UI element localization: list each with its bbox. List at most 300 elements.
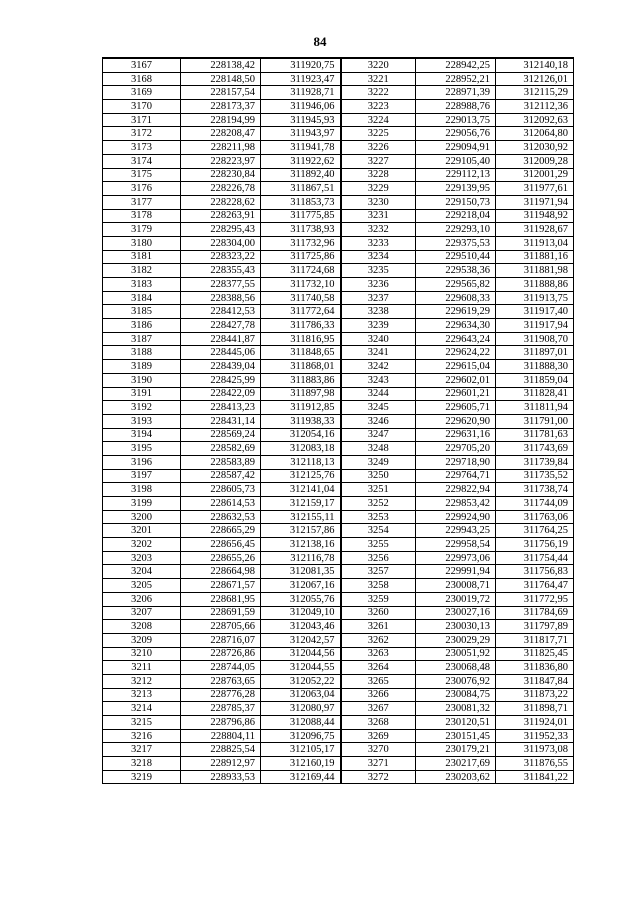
y-coordinate-cell: 312157,86 — [261, 524, 341, 538]
x-coordinate-cell: 228223,97 — [181, 154, 261, 168]
point-number-cell: 3260 — [341, 606, 416, 620]
y-coordinate-cell: 311784,69 — [496, 606, 574, 620]
point-number-cell: 3225 — [341, 127, 416, 141]
y-coordinate-cell: 311881,16 — [496, 250, 574, 264]
point-number-cell: 3268 — [341, 716, 416, 730]
point-number-cell: 3201 — [103, 524, 181, 538]
y-coordinate-cell: 311888,86 — [496, 278, 574, 292]
y-coordinate-cell: 311881,98 — [496, 264, 574, 278]
x-coordinate-cell: 228656,45 — [181, 538, 261, 552]
x-coordinate-cell: 229218,04 — [416, 209, 496, 223]
table-row — [103, 647, 574, 661]
y-coordinate-cell: 311873,22 — [496, 688, 574, 702]
y-coordinate-cell: 311928,71 — [261, 86, 341, 100]
y-coordinate-cell: 311828,41 — [496, 387, 574, 401]
point-number-cell: 3176 — [103, 182, 181, 196]
y-coordinate-cell: 312080,97 — [261, 702, 341, 716]
x-coordinate-cell: 229973,06 — [416, 551, 496, 565]
x-coordinate-cell: 228716,07 — [181, 633, 261, 647]
y-coordinate-cell: 312125,76 — [261, 469, 341, 483]
y-coordinate-cell: 311739,84 — [496, 455, 574, 469]
y-coordinate-cell: 312088,44 — [261, 716, 341, 730]
x-coordinate-cell: 228208,47 — [181, 127, 261, 141]
x-coordinate-cell: 230203,62 — [416, 770, 496, 784]
table-row — [103, 387, 574, 401]
point-number-cell: 3197 — [103, 469, 181, 483]
x-coordinate-cell: 230081,32 — [416, 702, 496, 716]
y-coordinate-cell: 311876,55 — [496, 757, 574, 771]
point-number-cell: 3245 — [341, 401, 416, 415]
x-coordinate-cell: 230027,16 — [416, 606, 496, 620]
y-coordinate-cell: 311797,89 — [496, 620, 574, 634]
x-coordinate-cell: 230084,75 — [416, 688, 496, 702]
y-coordinate-cell: 311772,95 — [496, 592, 574, 606]
table-row — [103, 620, 574, 634]
x-coordinate-cell: 228445,06 — [181, 346, 261, 360]
x-coordinate-cell: 228671,57 — [181, 579, 261, 593]
point-number-cell: 3214 — [103, 702, 181, 716]
point-number-cell: 3264 — [341, 661, 416, 675]
table-row — [103, 401, 574, 415]
point-number-cell: 3263 — [341, 647, 416, 661]
table-row — [103, 688, 574, 702]
point-number-cell: 3179 — [103, 223, 181, 237]
y-coordinate-cell: 311859,04 — [496, 373, 574, 387]
x-coordinate-cell: 228933,53 — [181, 770, 261, 784]
y-coordinate-cell: 311725,86 — [261, 250, 341, 264]
y-coordinate-cell: 311952,33 — [496, 729, 574, 743]
point-number-cell: 3213 — [103, 688, 181, 702]
y-coordinate-cell: 311744,09 — [496, 497, 574, 511]
y-coordinate-cell: 312155,11 — [261, 510, 341, 524]
y-coordinate-cell: 312141,04 — [261, 483, 341, 497]
y-coordinate-cell: 311897,98 — [261, 387, 341, 401]
x-coordinate-cell: 229375,53 — [416, 236, 496, 250]
x-coordinate-cell: 228439,04 — [181, 360, 261, 374]
y-coordinate-cell: 311892,40 — [261, 168, 341, 182]
y-coordinate-cell: 311848,65 — [261, 346, 341, 360]
point-number-cell: 3232 — [341, 223, 416, 237]
y-coordinate-cell: 311786,33 — [261, 319, 341, 333]
point-number-cell: 3180 — [103, 236, 181, 250]
x-coordinate-cell: 228804,11 — [181, 729, 261, 743]
y-coordinate-cell: 312052,22 — [261, 674, 341, 688]
x-coordinate-cell: 228263,91 — [181, 209, 261, 223]
point-number-cell: 3190 — [103, 373, 181, 387]
y-coordinate-cell: 311772,64 — [261, 305, 341, 319]
table-row — [103, 332, 574, 346]
x-coordinate-cell: 228228,62 — [181, 195, 261, 209]
y-coordinate-cell: 312138,16 — [261, 538, 341, 552]
point-number-cell: 3173 — [103, 141, 181, 155]
x-coordinate-cell: 229605,71 — [416, 401, 496, 415]
point-number-cell: 3202 — [103, 538, 181, 552]
y-coordinate-cell: 311971,94 — [496, 195, 574, 209]
coordinates-table — [102, 57, 574, 784]
x-coordinate-cell: 229643,24 — [416, 332, 496, 346]
x-coordinate-cell: 230029,29 — [416, 633, 496, 647]
x-coordinate-cell: 228226,78 — [181, 182, 261, 196]
table-row — [103, 141, 574, 155]
x-coordinate-cell: 229293,10 — [416, 223, 496, 237]
point-number-cell: 3192 — [103, 401, 181, 415]
point-number-cell: 3205 — [103, 579, 181, 593]
y-coordinate-cell: 312042,57 — [261, 633, 341, 647]
x-coordinate-cell: 228825,54 — [181, 743, 261, 757]
table-row — [103, 113, 574, 127]
point-number-cell: 3253 — [341, 510, 416, 524]
point-number-cell: 3251 — [341, 483, 416, 497]
point-number-cell: 3198 — [103, 483, 181, 497]
table-row — [103, 182, 574, 196]
y-coordinate-cell: 312116,78 — [261, 551, 341, 565]
point-number-cell: 3183 — [103, 278, 181, 292]
y-coordinate-cell: 311764,25 — [496, 524, 574, 538]
y-coordinate-cell: 311756,19 — [496, 538, 574, 552]
x-coordinate-cell: 229853,42 — [416, 497, 496, 511]
x-coordinate-cell: 229764,71 — [416, 469, 496, 483]
table-row — [103, 264, 574, 278]
point-number-cell: 3178 — [103, 209, 181, 223]
point-number-cell: 3219 — [103, 770, 181, 784]
y-coordinate-cell: 311740,58 — [261, 291, 341, 305]
point-number-cell: 3244 — [341, 387, 416, 401]
point-number-cell: 3167 — [103, 58, 181, 72]
y-coordinate-cell: 311754,44 — [496, 551, 574, 565]
x-coordinate-cell: 229943,25 — [416, 524, 496, 538]
point-number-cell: 3188 — [103, 346, 181, 360]
y-coordinate-cell: 311928,67 — [496, 223, 574, 237]
x-coordinate-cell: 228912,97 — [181, 757, 261, 771]
x-coordinate-cell: 228632,53 — [181, 510, 261, 524]
point-number-cell: 3207 — [103, 606, 181, 620]
table-row — [103, 483, 574, 497]
x-coordinate-cell: 228569,24 — [181, 428, 261, 442]
x-coordinate-cell: 228726,86 — [181, 647, 261, 661]
x-coordinate-cell: 228605,73 — [181, 483, 261, 497]
table-row — [103, 455, 574, 469]
y-coordinate-cell: 311883,86 — [261, 373, 341, 387]
point-number-cell: 3203 — [103, 551, 181, 565]
table-row — [103, 633, 574, 647]
point-number-cell: 3259 — [341, 592, 416, 606]
y-coordinate-cell: 311868,01 — [261, 360, 341, 374]
table-row — [103, 360, 574, 374]
table-row — [103, 606, 574, 620]
x-coordinate-cell: 230076,92 — [416, 674, 496, 688]
x-coordinate-cell: 228441,87 — [181, 332, 261, 346]
x-coordinate-cell: 229624,22 — [416, 346, 496, 360]
y-coordinate-cell: 311973,08 — [496, 743, 574, 757]
table-row — [103, 305, 574, 319]
x-coordinate-cell: 229615,04 — [416, 360, 496, 374]
table-row — [103, 72, 574, 86]
x-coordinate-cell: 228425,99 — [181, 373, 261, 387]
x-coordinate-cell: 228971,39 — [416, 86, 496, 100]
table-row — [103, 757, 574, 771]
point-number-cell: 3240 — [341, 332, 416, 346]
point-number-cell: 3265 — [341, 674, 416, 688]
y-coordinate-cell: 311764,47 — [496, 579, 574, 593]
x-coordinate-cell: 229608,33 — [416, 291, 496, 305]
table-row — [103, 86, 574, 100]
table-row — [103, 428, 574, 442]
y-coordinate-cell: 311763,06 — [496, 510, 574, 524]
x-coordinate-cell: 228705,66 — [181, 620, 261, 634]
y-coordinate-cell: 311897,01 — [496, 346, 574, 360]
y-coordinate-cell: 312115,29 — [496, 86, 574, 100]
x-coordinate-cell: 228942,25 — [416, 58, 496, 72]
x-coordinate-cell: 228194,99 — [181, 113, 261, 127]
point-number-cell: 3262 — [341, 633, 416, 647]
y-coordinate-cell: 312126,01 — [496, 72, 574, 86]
x-coordinate-cell: 228796,86 — [181, 716, 261, 730]
point-number-cell: 3199 — [103, 497, 181, 511]
point-number-cell: 3223 — [341, 100, 416, 114]
point-number-cell: 3186 — [103, 319, 181, 333]
x-coordinate-cell: 228422,09 — [181, 387, 261, 401]
table-row — [103, 497, 574, 511]
table-row — [103, 469, 574, 483]
table-row — [103, 702, 574, 716]
table-row — [103, 414, 574, 428]
point-number-cell: 3221 — [341, 72, 416, 86]
point-number-cell: 3222 — [341, 86, 416, 100]
x-coordinate-cell: 228413,23 — [181, 401, 261, 415]
point-number-cell: 3220 — [341, 58, 416, 72]
y-coordinate-cell: 311825,45 — [496, 647, 574, 661]
x-coordinate-cell: 228377,55 — [181, 278, 261, 292]
y-coordinate-cell: 311923,47 — [261, 72, 341, 86]
y-coordinate-cell: 312043,46 — [261, 620, 341, 634]
table-row — [103, 551, 574, 565]
point-number-cell: 3169 — [103, 86, 181, 100]
y-coordinate-cell: 312063,04 — [261, 688, 341, 702]
x-coordinate-cell: 228681,95 — [181, 592, 261, 606]
point-number-cell: 3269 — [341, 729, 416, 743]
y-coordinate-cell: 311908,70 — [496, 332, 574, 346]
point-number-cell: 3239 — [341, 319, 416, 333]
point-number-cell: 3218 — [103, 757, 181, 771]
point-number-cell: 3249 — [341, 455, 416, 469]
y-coordinate-cell: 312160,19 — [261, 757, 341, 771]
y-coordinate-cell: 311917,94 — [496, 319, 574, 333]
y-coordinate-cell: 312049,10 — [261, 606, 341, 620]
y-coordinate-cell: 311938,33 — [261, 414, 341, 428]
x-coordinate-cell: 230120,51 — [416, 716, 496, 730]
point-number-cell: 3182 — [103, 264, 181, 278]
table-row — [103, 195, 574, 209]
point-number-cell: 3230 — [341, 195, 416, 209]
y-coordinate-cell: 311922,62 — [261, 154, 341, 168]
y-coordinate-cell: 311756,83 — [496, 565, 574, 579]
x-coordinate-cell: 228388,56 — [181, 291, 261, 305]
table-row — [103, 291, 574, 305]
x-coordinate-cell: 228655,26 — [181, 551, 261, 565]
point-number-cell: 3246 — [341, 414, 416, 428]
y-coordinate-cell: 312030,92 — [496, 141, 574, 155]
y-coordinate-cell: 312096,75 — [261, 729, 341, 743]
x-coordinate-cell: 229112,13 — [416, 168, 496, 182]
table-row — [103, 58, 574, 72]
x-coordinate-cell: 229601,21 — [416, 387, 496, 401]
point-number-cell: 3255 — [341, 538, 416, 552]
x-coordinate-cell: 228355,43 — [181, 264, 261, 278]
x-coordinate-cell: 229013,75 — [416, 113, 496, 127]
x-coordinate-cell: 228211,98 — [181, 141, 261, 155]
table-row — [103, 223, 574, 237]
point-number-cell: 3271 — [341, 757, 416, 771]
x-coordinate-cell: 228763,65 — [181, 674, 261, 688]
y-coordinate-cell: 311853,73 — [261, 195, 341, 209]
point-number-cell: 3177 — [103, 195, 181, 209]
x-coordinate-cell: 229991,94 — [416, 565, 496, 579]
point-number-cell: 3254 — [341, 524, 416, 538]
y-coordinate-cell: 312118,13 — [261, 455, 341, 469]
point-number-cell: 3212 — [103, 674, 181, 688]
table-row — [103, 510, 574, 524]
x-coordinate-cell: 228431,14 — [181, 414, 261, 428]
y-coordinate-cell: 312064,80 — [496, 127, 574, 141]
point-number-cell: 3272 — [341, 770, 416, 784]
x-coordinate-cell: 229538,36 — [416, 264, 496, 278]
x-coordinate-cell: 228665,29 — [181, 524, 261, 538]
x-coordinate-cell: 229565,82 — [416, 278, 496, 292]
x-coordinate-cell: 229094,91 — [416, 141, 496, 155]
x-coordinate-cell: 228583,89 — [181, 455, 261, 469]
point-number-cell: 3195 — [103, 442, 181, 456]
y-coordinate-cell: 311847,84 — [496, 674, 574, 688]
x-coordinate-cell: 228412,53 — [181, 305, 261, 319]
point-number-cell: 3233 — [341, 236, 416, 250]
point-number-cell: 3171 — [103, 113, 181, 127]
x-coordinate-cell: 229602,01 — [416, 373, 496, 387]
table-row — [103, 319, 574, 333]
table-row — [103, 100, 574, 114]
y-coordinate-cell: 311817,71 — [496, 633, 574, 647]
x-coordinate-cell: 228427,78 — [181, 319, 261, 333]
point-number-cell: 3184 — [103, 291, 181, 305]
point-number-cell: 3175 — [103, 168, 181, 182]
point-number-cell: 3248 — [341, 442, 416, 456]
x-coordinate-cell: 230019,72 — [416, 592, 496, 606]
y-coordinate-cell: 311917,40 — [496, 305, 574, 319]
table-row — [103, 524, 574, 538]
point-number-cell: 3267 — [341, 702, 416, 716]
point-number-cell: 3224 — [341, 113, 416, 127]
y-coordinate-cell: 312054,16 — [261, 428, 341, 442]
point-number-cell: 3170 — [103, 100, 181, 114]
table-row — [103, 209, 574, 223]
table-row — [103, 729, 574, 743]
x-coordinate-cell: 229631,16 — [416, 428, 496, 442]
x-coordinate-cell: 228582,69 — [181, 442, 261, 456]
y-coordinate-cell: 311977,61 — [496, 182, 574, 196]
y-coordinate-cell: 311791,00 — [496, 414, 574, 428]
y-coordinate-cell: 312140,18 — [496, 58, 574, 72]
x-coordinate-cell: 228323,22 — [181, 250, 261, 264]
y-coordinate-cell: 312067,16 — [261, 579, 341, 593]
y-coordinate-cell: 311941,78 — [261, 141, 341, 155]
point-number-cell: 3194 — [103, 428, 181, 442]
point-number-cell: 3237 — [341, 291, 416, 305]
table-row — [103, 154, 574, 168]
point-number-cell: 3247 — [341, 428, 416, 442]
x-coordinate-cell: 229718,90 — [416, 455, 496, 469]
y-coordinate-cell: 312169,44 — [261, 770, 341, 784]
point-number-cell: 3181 — [103, 250, 181, 264]
point-number-cell: 3217 — [103, 743, 181, 757]
x-coordinate-cell: 229150,73 — [416, 195, 496, 209]
x-coordinate-cell: 228744,05 — [181, 661, 261, 675]
point-number-cell: 3228 — [341, 168, 416, 182]
coordinates-table-body — [103, 58, 574, 784]
x-coordinate-cell: 228664,98 — [181, 565, 261, 579]
y-coordinate-cell: 312055,76 — [261, 592, 341, 606]
point-number-cell: 3209 — [103, 633, 181, 647]
y-coordinate-cell: 311948,92 — [496, 209, 574, 223]
point-number-cell: 3226 — [341, 141, 416, 155]
x-coordinate-cell: 228691,59 — [181, 606, 261, 620]
table-row — [103, 278, 574, 292]
y-coordinate-cell: 311836,80 — [496, 661, 574, 675]
point-number-cell: 3185 — [103, 305, 181, 319]
point-number-cell: 3168 — [103, 72, 181, 86]
y-coordinate-cell: 311912,85 — [261, 401, 341, 415]
x-coordinate-cell: 228138,42 — [181, 58, 261, 72]
x-coordinate-cell: 229139,95 — [416, 182, 496, 196]
point-number-cell: 3215 — [103, 716, 181, 730]
point-number-cell: 3204 — [103, 565, 181, 579]
x-coordinate-cell: 229822,94 — [416, 483, 496, 497]
point-number-cell: 3241 — [341, 346, 416, 360]
y-coordinate-cell: 311738,93 — [261, 223, 341, 237]
y-coordinate-cell: 312092,63 — [496, 113, 574, 127]
y-coordinate-cell: 311867,51 — [261, 182, 341, 196]
y-coordinate-cell: 311913,04 — [496, 236, 574, 250]
x-coordinate-cell: 228952,21 — [416, 72, 496, 86]
x-coordinate-cell: 229924,90 — [416, 510, 496, 524]
point-number-cell: 3216 — [103, 729, 181, 743]
point-number-cell: 3261 — [341, 620, 416, 634]
point-number-cell: 3187 — [103, 332, 181, 346]
point-number-cell: 3234 — [341, 250, 416, 264]
point-number-cell: 3256 — [341, 551, 416, 565]
y-coordinate-cell: 311946,06 — [261, 100, 341, 114]
y-coordinate-cell: 311920,75 — [261, 58, 341, 72]
x-coordinate-cell: 230008,71 — [416, 579, 496, 593]
point-number-cell: 3243 — [341, 373, 416, 387]
y-coordinate-cell: 312083,18 — [261, 442, 341, 456]
y-coordinate-cell: 311898,71 — [496, 702, 574, 716]
table-row — [103, 127, 574, 141]
table-row — [103, 716, 574, 730]
table-row — [103, 565, 574, 579]
table-row — [103, 592, 574, 606]
y-coordinate-cell: 312112,36 — [496, 100, 574, 114]
x-coordinate-cell: 228587,42 — [181, 469, 261, 483]
y-coordinate-cell: 312044,55 — [261, 661, 341, 675]
point-number-cell: 3174 — [103, 154, 181, 168]
point-number-cell: 3258 — [341, 579, 416, 593]
x-coordinate-cell: 228295,43 — [181, 223, 261, 237]
y-coordinate-cell: 311945,93 — [261, 113, 341, 127]
table-row — [103, 346, 574, 360]
page-number: 84 — [313, 34, 327, 49]
x-coordinate-cell: 228148,50 — [181, 72, 261, 86]
point-number-cell: 3252 — [341, 497, 416, 511]
point-number-cell: 3227 — [341, 154, 416, 168]
